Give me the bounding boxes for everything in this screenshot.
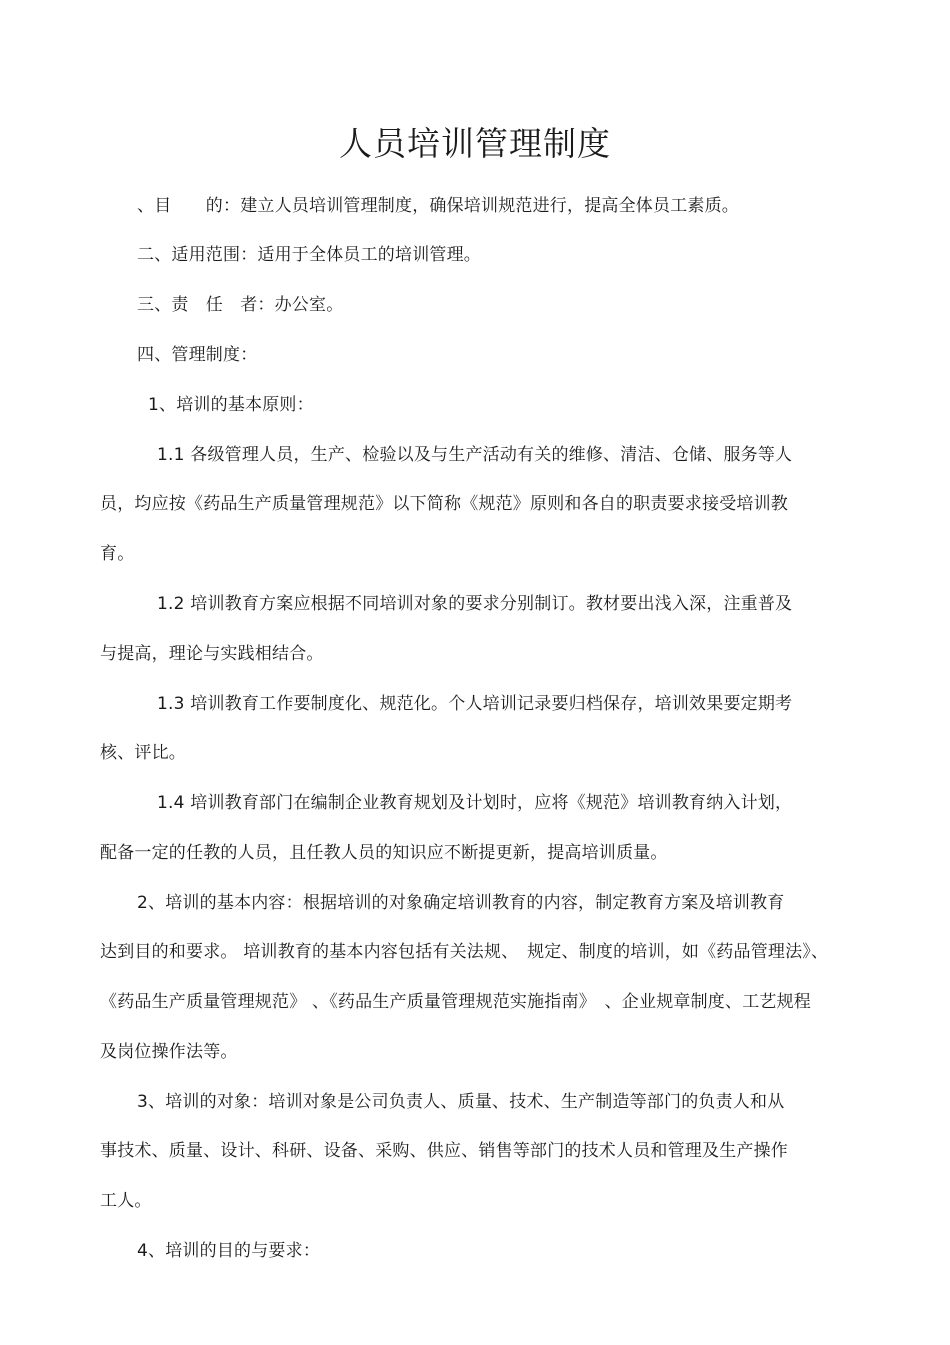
paragraph-responsible: 三、责 任 者：办公室。 (137, 295, 344, 315)
section-4-heading: 4、培训的目的与要求： (137, 1241, 321, 1261)
section-2-line-3: 《药品生产质量管理规范》 、《药品生产质量管理规范实施指南》 、企业规章制度、工艺规程 (100, 992, 812, 1012)
clause-1-2-line-1: 1.2 培训教育方案应根据不同培训对象的要求分别制订。教材要出浅入深，注重普及 (157, 594, 793, 614)
clause-1-4-line-1: 1.4 培训教育部门在编制企业教育规划及计划时，应将《规范》培训教育纳入计划， (157, 793, 793, 813)
section-2-line-2: 达到目的和要求。 培训教育的基本内容包括有关法规、 规定、制度的培训，如《药品管理法》、 (100, 942, 829, 962)
section-2-line-1: 2、培训的基本内容：根据培训的对象确定培训教育的内容，制定教育方案及培训教育 (137, 893, 785, 913)
paragraph-management-heading: 四、管理制度： (137, 345, 258, 365)
section-3-line-3: 工人。 (100, 1191, 152, 1211)
clause-1-1-line-3: 育。 (100, 544, 135, 564)
clause-1-3-line-1: 1.3 培训教育工作要制度化、规范化。个人培训记录要归档保存，培训效果要定期考 (157, 694, 793, 714)
clause-1-2-line-2: 与提高，理论与实践相结合。 (100, 644, 324, 664)
section-1-heading: 1、培训的基本原则： (148, 395, 314, 415)
section-2-line-4: 及岗位操作法等。 (100, 1042, 238, 1062)
clause-1-3-line-2: 核、评比。 (100, 743, 186, 763)
section-3-line-2: 事技术、质量、设计、科研、设备、采购、供应、销售等部门的技术人员和管理及生产操作 (100, 1141, 788, 1161)
paragraph-purpose: 、目 的：建立人员培训管理制度，确保培训规范进行，提高全体员工素质。 (137, 196, 739, 216)
clause-1-1-line-1: 1.1 各级管理人员，生产、检验以及与生产活动有关的维修、清洁、仓储、服务等人 (157, 445, 793, 465)
clause-1-1-line-2: 员，均应按《药品生产质量管理规范》以下简称《规范》原则和各自的职责要求接受培训教 (100, 494, 788, 514)
section-3-line-1: 3、培训的对象：培训对象是公司负责人、质量、技术、生产制造等部门的负责人和从 (137, 1092, 785, 1112)
document-title: 人员培训管理制度 (339, 124, 611, 163)
clause-1-4-line-2: 配备一定的任教的人员，且任教人员的知识应不断提更新，提高培训质量。 (100, 843, 668, 863)
paragraph-scope: 二、适用范围：适用于全体员工的培训管理。 (137, 245, 481, 265)
